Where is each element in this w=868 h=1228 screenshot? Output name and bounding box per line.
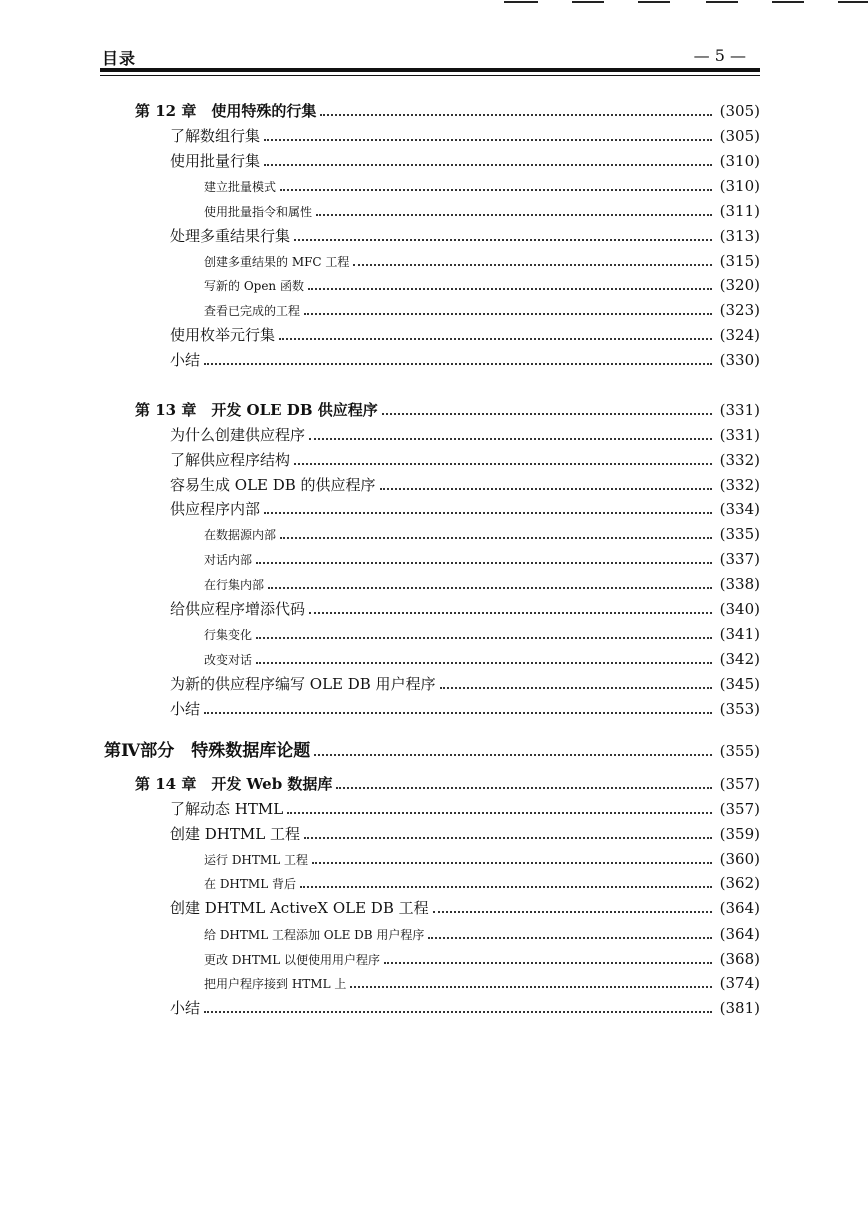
dot-leader [309, 598, 712, 614]
dot-leader [353, 250, 712, 266]
dot-leader [384, 948, 712, 964]
toc-entry-title: 第 12 章 使用特殊的行集 [135, 102, 317, 120]
toc-entry-title: 第 13 章 开发 OLE DB 供应程序 [135, 401, 378, 419]
toc-entry-page: (340) [719, 600, 760, 618]
toc-entry-title: 小结 [170, 700, 201, 718]
toc-entry-page: (362) [719, 874, 760, 892]
toc-entry-sub [204, 573, 760, 595]
toc-entry-page: (342) [719, 650, 760, 668]
toc-entry-sub [204, 250, 760, 272]
dot-leader [312, 848, 712, 864]
header-page-number: — 5 — [693, 46, 746, 65]
toc-entry-title: 在 DHTML 背后 [204, 877, 296, 891]
toc-entry-sub [204, 200, 760, 222]
toc-entry-page: (332) [719, 476, 760, 494]
toc-entry-sub [204, 548, 760, 570]
header-title: 目录 [102, 49, 137, 68]
toc-entry-title: 创建 DHTML ActiveX OLE DB 工程 [170, 899, 429, 917]
toc-entry-page: (381) [719, 999, 760, 1017]
toc-entry-title: 使用批量指令和属性 [204, 205, 313, 219]
toc-entry-page: (357) [719, 775, 760, 793]
toc-entry-page: (337) [719, 550, 760, 568]
toc-entry-sec [170, 897, 760, 919]
toc-entry-page: (355) [719, 742, 760, 758]
toc-entry-page: (357) [719, 800, 760, 818]
toc-entry-title: 行集变化 [204, 628, 253, 642]
toc-entry-page: (345) [719, 675, 760, 693]
dot-leader [264, 125, 712, 141]
toc-entry-page: (359) [719, 825, 760, 843]
dot-leader [316, 200, 712, 216]
toc-entry-sec [170, 474, 760, 496]
toc-entry-title: 在行集内部 [204, 578, 265, 592]
dot-leader [280, 175, 712, 191]
dot-leader [314, 740, 712, 756]
toc-entry-sec [170, 424, 760, 446]
toc-entry-title: 建立批量模式 [204, 180, 277, 194]
dot-leader [294, 225, 712, 241]
toc-entry-title: 在数据源内部 [204, 528, 277, 542]
dot-leader [204, 997, 712, 1013]
toc-entry-title: 给供应程序增添代码 [170, 600, 306, 618]
toc-entry-ch [135, 399, 760, 421]
toc-entry-page: (364) [719, 925, 760, 943]
toc-entry-sec [170, 449, 760, 471]
dot-leader [320, 100, 712, 116]
toc-entry-page: (331) [719, 426, 760, 444]
dot-leader [382, 399, 712, 415]
dot-leader [440, 673, 712, 689]
toc-entry-title: 了解供应程序结构 [170, 451, 291, 469]
toc-entry-page: (334) [719, 500, 760, 518]
dot-leader [336, 773, 712, 789]
toc-entry-title: 把用户程序接到 HTML 上 [204, 977, 347, 991]
toc-entry-page: (320) [719, 276, 760, 294]
toc-entry-sub [204, 299, 760, 321]
toc-entry-page: (364) [719, 899, 760, 917]
toc-entry-title: 改变对话 [204, 653, 253, 667]
toc-entry-page: (360) [719, 850, 760, 868]
dot-leader [256, 548, 712, 564]
toc-entry-title: 为什么创建供应程序 [170, 426, 306, 444]
toc-entry-part [104, 736, 760, 758]
dot-leader [309, 424, 712, 440]
toc-entry-sub [204, 274, 760, 296]
dot-leader [264, 498, 712, 514]
toc-entry-title: 查看已完成的工程 [204, 304, 301, 318]
toc-entry-page: (313) [719, 227, 760, 245]
toc-entry-title: 对话内部 [204, 553, 253, 567]
page-header [100, 44, 760, 68]
dot-leader [294, 449, 712, 465]
dot-leader [308, 274, 712, 290]
toc-entry-sec [170, 498, 760, 520]
toc-entry-page: (323) [719, 301, 760, 319]
dot-leader [428, 923, 712, 939]
toc-entry-title: 第Ⅳ部分 特殊数据库论题 [104, 741, 311, 758]
toc-entry-page: (368) [719, 950, 760, 968]
dot-leader [433, 897, 712, 913]
dot-leader [304, 299, 712, 315]
toc-entry-title: 创建 DHTML 工程 [170, 825, 300, 843]
toc-entry-sec [170, 225, 760, 247]
scan-top-marks [0, 0, 868, 6]
toc-entry-title: 了解动态 HTML [170, 800, 284, 818]
header-rule-thin [100, 75, 760, 76]
dot-leader [256, 648, 712, 664]
dot-leader [287, 798, 712, 814]
toc-entry-ch [135, 773, 760, 795]
dot-leader [350, 972, 712, 988]
toc-entry-page: (353) [719, 700, 760, 718]
toc-entry-page: (332) [719, 451, 760, 469]
toc-entry-sub [204, 923, 760, 945]
dot-leader [204, 349, 712, 365]
toc-entry-title: 小结 [170, 351, 201, 369]
toc-entry-sec [170, 823, 760, 845]
dot-leader [264, 150, 712, 166]
dot-leader [300, 872, 712, 888]
toc-entry-title: 为新的供应程序编写 OLE DB 用户程序 [170, 675, 436, 693]
toc-entry-page: (331) [719, 401, 760, 419]
toc-entry-title: 了解数组行集 [170, 127, 261, 145]
toc-entry-page: (335) [719, 525, 760, 543]
toc-entry-title: 第 14 章 开发 Web 数据库 [135, 775, 333, 793]
toc-entry-title: 使用枚举元行集 [170, 326, 276, 344]
toc-entry-title: 供应程序内部 [170, 500, 261, 518]
toc-entry-title: 容易生成 OLE DB 的供应程序 [170, 476, 376, 494]
dot-leader [380, 474, 712, 490]
toc-entry-page: (310) [719, 177, 760, 195]
toc-entry-title: 小结 [170, 999, 201, 1017]
toc-entry-sub [204, 623, 760, 645]
toc-entry-sub [204, 972, 760, 994]
toc-entry-ch [135, 100, 760, 122]
toc-entry-title: 创建多重结果的 MFC 工程 [204, 255, 350, 269]
toc-entry-page: (324) [719, 326, 760, 344]
dot-leader [279, 324, 712, 340]
toc-entry-sec [170, 798, 760, 820]
toc-entry-page: (305) [719, 102, 760, 120]
toc-entry-sub [204, 648, 760, 670]
toc-entry-sec [170, 150, 760, 172]
toc-entry-sec [170, 324, 760, 346]
toc-entry-page: (330) [719, 351, 760, 369]
toc-entry-page: (315) [719, 252, 760, 270]
header-rule-thick [100, 68, 760, 72]
toc-entry-title: 更改 DHTML 以便使用用户程序 [204, 953, 380, 967]
toc-entry-sub [204, 948, 760, 970]
toc-entry-sec [170, 673, 760, 695]
toc-entry-title: 处理多重结果行集 [170, 227, 291, 245]
toc-entry-page: (374) [719, 974, 760, 992]
toc-entry-sec [170, 125, 760, 147]
toc-entry-sub [204, 872, 760, 894]
toc-entry-page: (305) [719, 127, 760, 145]
toc-entry-title: 写新的 Open 函数 [204, 279, 304, 293]
toc-entry-sec [170, 698, 760, 720]
toc-entry-page: (341) [719, 625, 760, 643]
dot-leader [268, 573, 712, 589]
toc-entry-sec [170, 598, 760, 620]
dot-leader [256, 623, 712, 639]
toc-entry-page: (338) [719, 575, 760, 593]
toc-entry-sub [204, 175, 760, 197]
toc-entry-page: (311) [719, 202, 760, 220]
toc-entry-title: 给 DHTML 工程添加 OLE DB 用户程序 [204, 928, 425, 942]
toc-entry-sub [204, 848, 760, 870]
dot-leader [204, 698, 712, 714]
toc-entry-sub [204, 523, 760, 545]
toc-entry-page: (310) [719, 152, 760, 170]
toc-entry-title: 使用批量行集 [170, 152, 261, 170]
toc-entry-sec [170, 349, 760, 371]
dot-leader [304, 823, 712, 839]
dot-leader [280, 523, 712, 539]
toc-entry-title: 运行 DHTML 工程 [204, 853, 308, 867]
toc-entry-sec [170, 997, 760, 1019]
